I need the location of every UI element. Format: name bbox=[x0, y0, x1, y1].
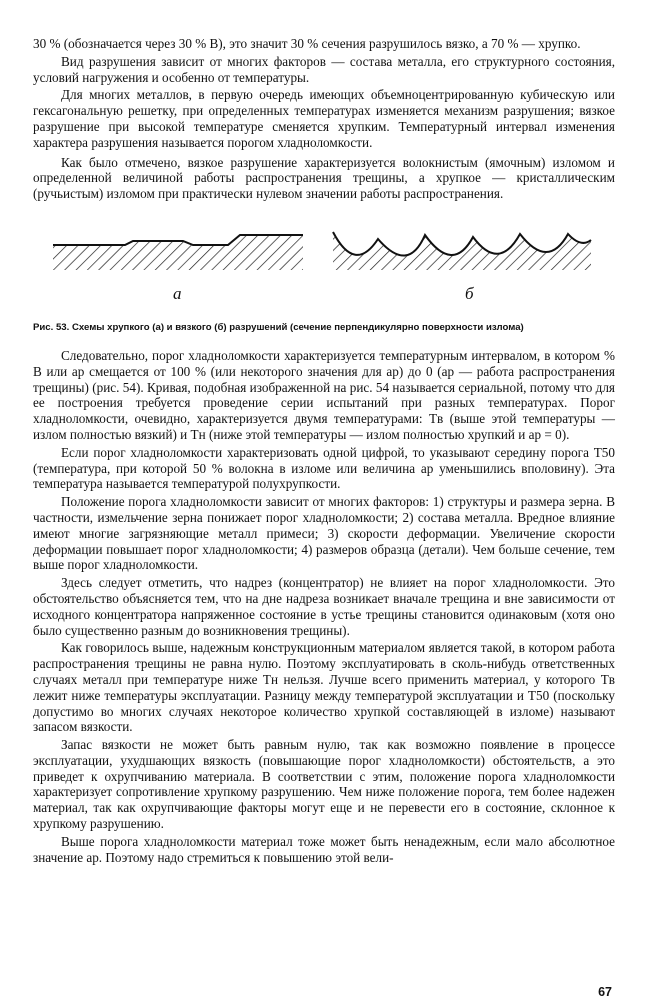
paragraph: Следовательно, порог хладноломкости характеризуется температурным интервалом, в котором % В или aр смещается от 100 % (или некоторого значения для aр) до 0 (aр — работа распространения трещины) (рис. 54). Кривая, подобная изображенной на рис. 54 называется сериальной, потому что для ее построения требуется проведение серии испытаний при разных температурах. Порог хладноломкости, очевидно, характеризуется двумя температурами: Tв (выше этой температуры — излом полностью вязкий) и Tн (ниже этой температуры — излом полностью хрупкий и aр = 0). bbox=[33, 347, 615, 442]
paragraph: Как было отмечено, вязкое разрушение характеризуется волокнистым (ямочным) изломом и определенной величиной работы распространения трещины, а хрупкое — кристаллическим (ручьистым) изломом при практически нулевом значении работы распространения. bbox=[33, 154, 615, 202]
paragraph: Вид разрушения зависит от многих факторов — состава металла, его структурного состояния, условий нагружения и особенно от температуры. bbox=[33, 53, 615, 85]
figure-label-b: б bbox=[465, 283, 474, 303]
paragraph: Для многих металлов, в первую очередь имеющих объемноцентрированную кубическую или гексагональную решетку, при определенных температурах изменяется механизм разрушения; вязкое разрушение при высокой температуре сменяется хрупким. Температурный интервал изменения характера разрушения называется порогом хладноломкости. bbox=[33, 87, 615, 150]
page-number: 67 bbox=[598, 985, 612, 999]
figure-label-a: а bbox=[173, 283, 182, 303]
paragraph: Запас вязкости не может быть равным нулю, так как возможно появление в процессе эксплуатации, ухудшающих вязкость (повышающие порог хладноломкости) обстоятельств, а это приведет к охрупчиванию материала. В соответствии с этим, положение порога хладноломкости характеризует сопротивление хрупкому разрушению. Чем ниже положение порога, тем более надежен материал, так как охрупчивающие факторы могут еще и не перевести его в состояние, склонное к хрупкому разрушению. bbox=[33, 737, 615, 832]
figure-53 bbox=[33, 222, 615, 314]
paragraph-continuation: 30 % (обозначается через 30 % В), это значит 30 % сечения разрушилось вязко, а 70 % — хрупко. bbox=[33, 36, 581, 51]
paragraph: Выше порога хладноломкости материал тоже может быть ненадежным, если мало абсолютное значение aр. Поэтому надо стремиться к повышению этой вели- bbox=[33, 833, 615, 865]
paragraph: Как говорилось выше, надежным конструкционным материалом является такой, в котором работа распространения трещины не равна нулю. Поэтому эксплуатировать в сколь-нибудь ответственных случаях металл при температуре ниже Tн нельзя. Лучше всего применить материал, у которого Tв лежит ниже температуры эксплуатации. Разницу между температурой эксплуатации и T50 (поскольку допустимо во многих случаях некоторое количество хрупкой составляющей в изломе) называют запасом вязкости. bbox=[33, 640, 615, 735]
fracture-diagrams bbox=[33, 222, 615, 282]
figure-caption: Рис. 53. Схемы хрупкого (а) и вязкого (б) разрушений (сечение перпендикулярно поверхности излома) bbox=[33, 321, 524, 333]
ductile-fracture-diagram bbox=[328, 222, 598, 282]
brittle-fracture-diagram bbox=[48, 222, 308, 282]
paragraph: Здесь следует отметить, что надрез (концентратор) не влияет на порог хладноломкости. Это обстоятельство объясняется тем, что на дне надреза возникает вначале трещина и вне зависимости от исходного концентратора напряженное состояние в устье трещины становится одинаковым (хотя оно было существенно разным до возникновения трещины). bbox=[33, 575, 615, 638]
paragraph: Положение порога хладноломкости зависит от многих факторов: 1) структуры и размера зерна. В частности, измельчение зерна понижает порог хладноломкости; 2) состава металла. Вредное влияние имеют многие загрязняющие металл примеси; 3) скорости деформации. Увеличение скорости деформации повышает порог хладноломкости; 4) размеров образца (детали). Чем больше сечение, тем выше порог хладноломкости. bbox=[33, 494, 615, 573]
page-content bbox=[33, 36, 615, 865]
paragraph: Если порог хладноломкости характеризовать одной цифрой, то указывают середину порога T50 (температура, при которой 50 % волокна в изломе или величина aр уменьшились вполовину). Эта температура называется температурой полухрупкости. bbox=[33, 444, 615, 492]
